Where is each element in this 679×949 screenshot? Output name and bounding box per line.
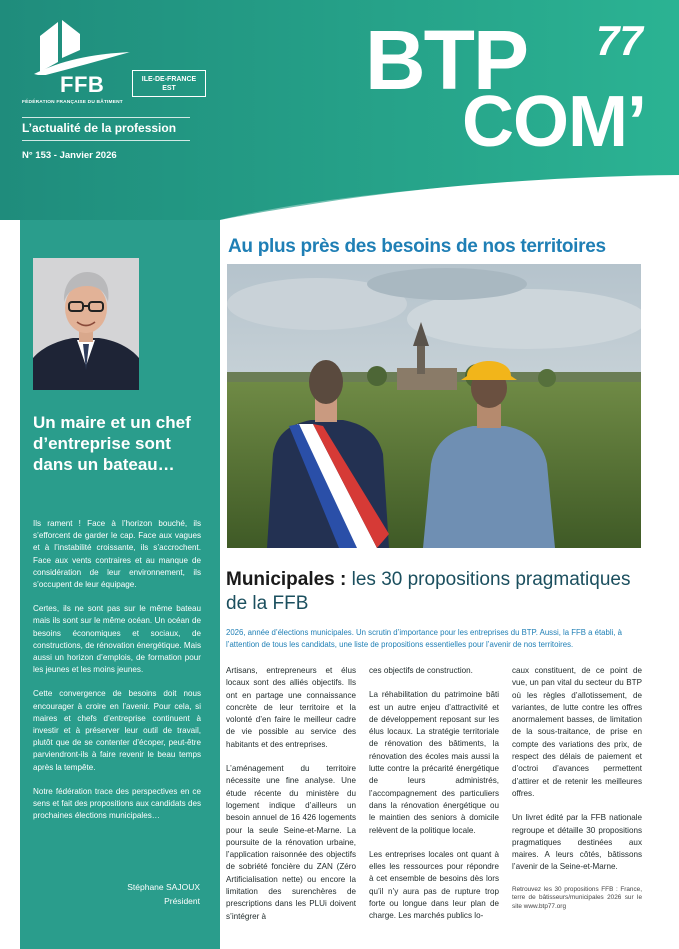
mayor-and-builder-image	[227, 264, 641, 548]
article-paragraph: Un livret édité par la FFB nationale regroupe et détaille 30 propositions pragmatiques destinées aux maires. A leurs côtés, bâtissons l’avenir de la Seine-et-Marne.	[512, 813, 642, 872]
president-portrait	[33, 258, 139, 390]
masthead-btp: BTP	[365, 13, 527, 107]
article-paragraph: La réhabilitation du patrimoine bâti est un autre enjeu d’attractivité et de développement reposant sur les élus locaux. La stratégie territoriale de rénovation des bâtiments, la rénovation des écoles mais aussi la lutte contre la précarité énergétique de leurs administrés, l’accompagnement des particuliers dans la rénovation énergétique ou le maintien des seniors à domicile relèvent de la politique locale.	[369, 690, 499, 835]
article-photo	[227, 264, 641, 548]
article-footnote: Retrouvez les 30 propositions FFB : France, terre de bâtisseurs/municipales 2026 sur le site www.btp77.org	[512, 885, 642, 910]
editorial-paragraph: Certes, ils ne sont pas sur le même bateau mais ils sont sur le même océan. Un océan de besoins économiques et sociaux, de constructions, de rénovation énergétique. Mais aussi un horizon d’emplois, de formation pour les jeunes et les moins jeunes.	[33, 604, 201, 675]
signature-name: Stéphane SAJOUX	[127, 882, 200, 892]
region-line-2: EST	[162, 85, 176, 92]
masthead-number: 77	[596, 17, 643, 64]
article-paragraph: caux constituent, de ce point de vue, un pan vital du secteur du BTP où les règles d’allotissement, de variantes, de lutte contre les offres anormalement basses, de limitation de la sous-traitance, de prise en compte des variations des prix, de respect des délais de paiement et d’octroi d’avances permettent d’attirer et de retenir les meilleures offres.	[512, 666, 642, 798]
issue-number: N° 153 - Janvier 2026	[22, 150, 117, 161]
portrait-image	[33, 258, 139, 390]
article-column-1	[226, 665, 356, 935]
ffb-logo-icon	[32, 20, 132, 75]
tagline: L’actualité de la profession	[22, 117, 190, 141]
article-paragraph: ces objectifs de construction.	[369, 666, 473, 675]
editorial-paragraph: Ils rament ! Face à l’horizon bouché, ils s’efforcent de garder le cap. Face aux vagues et à l’instabilité croissante, ils s’accrochent. Face aux vents contraires et au manque de considération de leur environnement, ils s’occupent de leur équipage.	[33, 519, 201, 590]
region-badge	[132, 70, 206, 97]
editorial-heading: Un maire et un chef d’entreprise sont dans un bateau…	[33, 413, 191, 474]
article-headline	[226, 568, 646, 616]
article-column-2	[369, 665, 499, 935]
headline-rest: les 30 propositions pragmatiques de la FFB	[226, 569, 631, 614]
header-banner	[0, 0, 679, 220]
region-line-1: ILE-DE-FRANCE	[141, 76, 197, 83]
section-title: Au plus près des besoins de nos territoires	[228, 236, 606, 257]
editorial-paragraph: Notre fédération trace des perspectives en ce sens et fait des propositions aux candidats des prochaines élections municipales…	[33, 786, 201, 821]
article-paragraph: Les entreprises locales ont quant à elles les ressources pour répondre à cet ensemble de besoins dès lors qu’il n’y aura pas de rupture trop forte ou longue dans leur plan de charge. Les marchés publics lo-	[369, 849, 499, 921]
logo-text: FFB	[60, 72, 105, 97]
article-intro: 2026, année d’élections municipales. Un scrutin d’importance pour les entreprises du BTP. Aussi, la FFB a établi, à l’attention de tous les candidats, une liste de propositions essentielles pour l’avenir de nos territoires.	[226, 628, 622, 649]
logo-subtitle: FÉDÉRATION FRANÇAISE DU BÂTIMENT	[22, 100, 123, 105]
editorial-paragraph: Cette convergence de besoins doit nous encourager à croire en l’avenir. Pour cela, si maires et chefs d’entreprise continuent à investir et à préserver leur outil de travail, plutôt que de se contenter d’écoper, peut-être parviendront-ils à faire revenir le beau temps après la tempête.	[33, 689, 201, 772]
article-column-3	[512, 665, 642, 912]
masthead-com: COM’	[462, 82, 646, 162]
article-paragraph: Artisans, entrepreneurs et élus locaux sont des alliés objectifs. Ils ont en partage une connaissance concrète de leur territoire et la volonté d’en faire le meilleur cadre de vie possible au service des habitants et des entreprises.	[226, 666, 356, 749]
ffb-logo	[22, 22, 197, 105]
headline-bold: Municipales :	[226, 569, 347, 590]
signature-role: Président	[164, 896, 200, 906]
editorial-body	[33, 518, 201, 834]
article-paragraph: L’aménagement du territoire nécessite une fine analyse. Une étude récente du ministère du logement indique d’ailleurs un besoin annuel de 16 426 logements pour la seule Seine-et-Marne. La poursuite de la rénovation urbaine, l’application raisonnée des objectifs de sobriété foncière du ZAN (Zéro Artificialisation nette) ou encore la limitation des surenchères de prescriptions dans les PLUi doivent s’intégrer à	[226, 764, 356, 921]
